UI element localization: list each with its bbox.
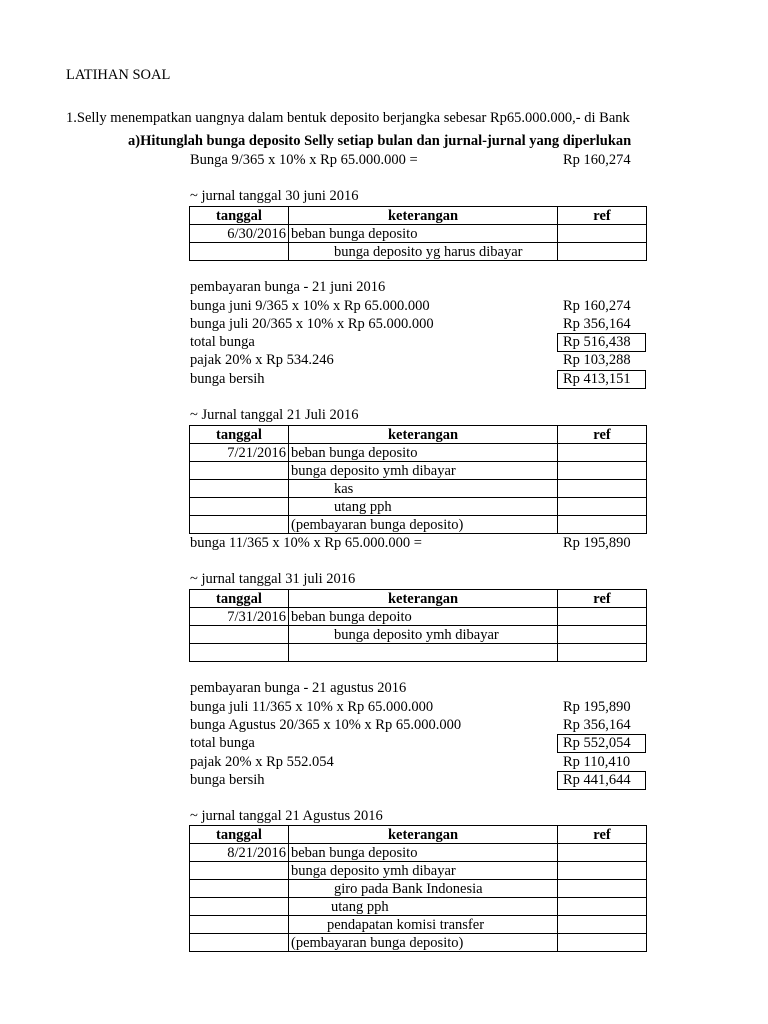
row-ref [558, 516, 647, 534]
table-header-row [190, 426, 647, 444]
payment-line-label: bunga juli 20/365 x 10% x Rp 65.000.000 [190, 316, 434, 332]
col-ref: ref [558, 426, 647, 444]
row-ref [558, 462, 647, 480]
row-ref [558, 898, 647, 916]
col-tanggal: tanggal [190, 590, 289, 608]
col-keterangan: keterangan [289, 826, 558, 844]
row-date [190, 516, 289, 534]
interest-calc-label: bunga 11/365 x 10% x Rp 65.000.000 = [190, 535, 422, 551]
row-ref [558, 880, 647, 898]
table-row [190, 243, 647, 261]
row-ref [558, 934, 647, 952]
row-desc: kas [289, 480, 558, 498]
table-row [190, 480, 647, 498]
payment-line-label: bunga juni 9/365 x 10% x Rp 65.000.000 [190, 298, 430, 314]
col-ref: ref [558, 590, 647, 608]
journal-heading: ~ Jurnal tanggal 21 Juli 2016 [190, 407, 359, 423]
payment-heading: pembayaran bunga - 21 juni 2016 [190, 279, 386, 295]
payment-line-label: bunga juli 11/365 x 10% x Rp 65.000.000 [190, 699, 434, 715]
table-header-row [190, 826, 647, 844]
interest-calc-value: Rp 195,890 [563, 535, 631, 551]
col-keterangan: keterangan [289, 426, 558, 444]
payment-line-label: bunga bersih [190, 772, 265, 788]
row-desc: bunga deposito yg harus dibayar [289, 243, 558, 261]
row-desc: bunga deposito ymh dibayar [289, 862, 558, 880]
row-ref [558, 844, 647, 862]
total-interest-box: Rp 516,438 [557, 333, 646, 352]
row-date: 7/21/2016 [190, 444, 289, 462]
sub-question-a: a)Hitunglah bunga deposito Selly setiap bulan dan jurnal-jurnal yang diperlukan [128, 133, 632, 149]
payment-line-value: Rp 103,288 [563, 352, 631, 368]
journal-table-21-juli [189, 425, 647, 534]
payment-line-label: total bunga [190, 334, 255, 350]
payment-heading: pembayaran bunga - 21 agustus 2016 [190, 680, 407, 696]
table-row [190, 934, 647, 952]
table-row [190, 462, 647, 480]
row-desc: beban bunga depoito [289, 608, 558, 626]
row-desc: pendapatan komisi transfer [289, 916, 558, 934]
col-keterangan: keterangan [289, 207, 558, 225]
payment-line-label: pajak 20% x Rp 552.054 [190, 754, 334, 770]
table-header-row [190, 590, 647, 608]
payment-line-label: pajak 20% x Rp 534.246 [190, 352, 334, 368]
col-keterangan: keterangan [289, 590, 558, 608]
row-ref [558, 480, 647, 498]
net-interest-box: Rp 441,644 [557, 771, 646, 790]
col-tanggal: tanggal [190, 426, 289, 444]
journal-heading: ~ jurnal tanggal 31 juli 2016 [190, 571, 356, 587]
payment-line-value: Rp 195,890 [563, 699, 631, 715]
row-desc: beban bunga deposito [289, 444, 558, 462]
journal-heading: ~ jurnal tanggal 30 juni 2016 [190, 188, 359, 204]
payment-line-value: Rp 160,274 [563, 298, 631, 314]
net-interest-box: Rp 413,151 [557, 370, 646, 389]
row-desc: beban bunga deposito [289, 844, 558, 862]
row-desc [289, 644, 558, 662]
row-ref [558, 862, 647, 880]
row-desc: utang pph [289, 898, 558, 916]
table-row [190, 516, 647, 534]
row-ref [558, 916, 647, 934]
row-date [190, 626, 289, 644]
journal-table-30-juni [189, 206, 647, 261]
row-date [190, 243, 289, 261]
table-row [190, 862, 647, 880]
row-date [190, 480, 289, 498]
row-ref [558, 498, 647, 516]
row-ref [558, 225, 647, 243]
payment-line-value: Rp 356,164 [563, 316, 631, 332]
table-row [190, 225, 647, 243]
row-date: 8/21/2016 [190, 844, 289, 862]
col-tanggal: tanggal [190, 207, 289, 225]
table-row [190, 626, 647, 644]
row-ref [558, 444, 647, 462]
payment-line-label: bunga bersih [190, 371, 265, 387]
row-date [190, 862, 289, 880]
col-tanggal: tanggal [190, 826, 289, 844]
row-date [190, 916, 289, 934]
journal-heading: ~ jurnal tanggal 21 Agustus 2016 [190, 808, 383, 824]
payment-line-value: Rp 356,164 [563, 717, 631, 733]
row-date: 7/31/2016 [190, 608, 289, 626]
payment-line-label: bunga Agustus 20/365 x 10% x Rp 65.000.000 [190, 717, 462, 733]
payment-line-value: Rp 110,410 [563, 754, 631, 770]
table-row [190, 498, 647, 516]
row-ref [558, 644, 647, 662]
row-date [190, 880, 289, 898]
table-row [190, 444, 647, 462]
table-row [190, 608, 647, 626]
payment-line-label: total bunga [190, 735, 255, 751]
col-ref: ref [558, 826, 647, 844]
row-desc: beban bunga deposito [289, 225, 558, 243]
row-desc: giro pada Bank Indonesia [289, 880, 558, 898]
journal-table-31-juli [189, 589, 647, 662]
row-desc: (pembayaran bunga deposito) [289, 516, 558, 534]
row-ref [558, 243, 647, 261]
row-desc: utang pph [289, 498, 558, 516]
table-row [190, 644, 647, 662]
row-date [190, 934, 289, 952]
row-desc: (pembayaran bunga deposito) [289, 934, 558, 952]
journal-table-21-agustus [189, 825, 647, 952]
row-date [190, 498, 289, 516]
table-header-row [190, 207, 647, 225]
row-date [190, 644, 289, 662]
row-desc: bunga deposito ymh dibayar [289, 626, 558, 644]
col-ref: ref [558, 207, 647, 225]
table-row [190, 916, 647, 934]
table-row [190, 880, 647, 898]
total-interest-box: Rp 552,054 [557, 734, 646, 753]
table-row [190, 844, 647, 862]
question-text: 1.Selly menempatkan uangnya dalam bentuk deposito berjangka sebesar Rp65.000.000,- di Bank [66, 110, 630, 126]
row-date [190, 462, 289, 480]
table-row [190, 898, 647, 916]
row-ref [558, 626, 647, 644]
page-title: LATIHAN SOAL [66, 67, 171, 83]
row-desc: bunga deposito ymh dibayar [289, 462, 558, 480]
interest-calc-value: Rp 160,274 [563, 152, 631, 168]
interest-calc-label: Bunga 9/365 x 10% x Rp 65.000.000 = [190, 152, 418, 168]
row-date [190, 898, 289, 916]
row-date: 6/30/2016 [190, 225, 289, 243]
row-ref [558, 608, 647, 626]
